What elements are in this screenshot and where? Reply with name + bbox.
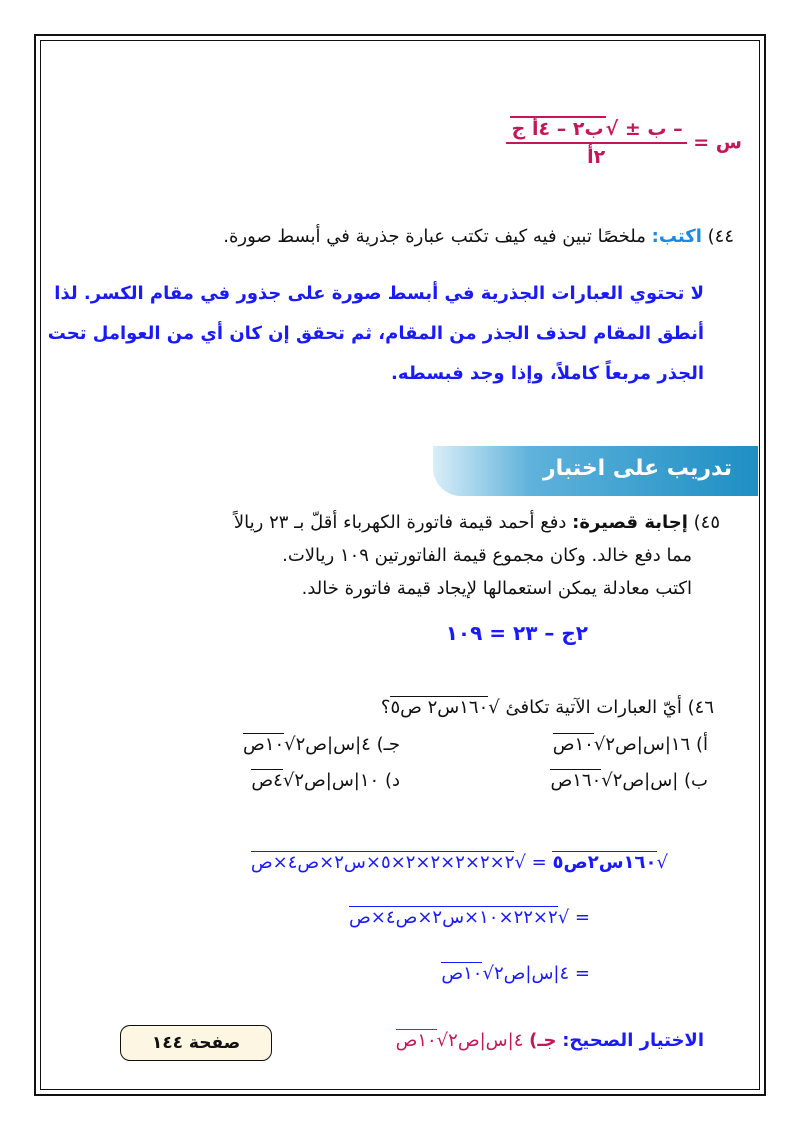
option-d-radicand: ٤ص <box>251 770 283 791</box>
formula-denominator: ٢أ <box>587 146 606 168</box>
option-b-radicand: ١٦٠ص <box>550 770 602 791</box>
formula-fraction <box>506 118 687 168</box>
question-46 <box>381 697 714 718</box>
question-44-text: ملخصًا تبين فيه كيف تكتب عبارة جذرية في أبسط صورة. <box>223 226 646 247</box>
sqrt-icon: √ <box>514 852 526 873</box>
sqrt-icon: √ <box>656 852 668 873</box>
question-44-number: ٤٤) <box>707 226 734 247</box>
page-number-box: صفحة ١٤٤ <box>120 1025 272 1061</box>
question-46-post: ؟ <box>380 697 391 718</box>
formula-numerator <box>506 118 687 144</box>
work-line-2-rhs: ٢×٢٢×١٠×س٢×ص٤×ص <box>349 907 558 928</box>
work-line-1-rhs: ٢×٢×٢×٢×٢×٥×س٢×ص٤×ص <box>250 852 515 873</box>
question-45-line-1 <box>234 512 720 533</box>
option-b[interactable] <box>550 770 708 791</box>
work-line-3-rhs: ١٠ص <box>441 963 483 984</box>
work-line-1 <box>251 852 668 873</box>
option-d-label: د) <box>384 770 400 791</box>
question-45-line-3: اكتب معادلة يمكن استعمالها لإيجاد قيمة فاتورة خالد. <box>301 578 692 599</box>
work-line-3-pre: ٤|س|ص٢ <box>493 963 570 984</box>
sqrt-icon: √ <box>488 697 500 718</box>
work-line-3-eq: = <box>574 963 590 984</box>
answer-44-line-2: أنطق المقام لحذف الجذر من المقام، ثم تحقق إن كان أي من العوامل تحت <box>47 323 704 344</box>
answer-45: ٢ج – ٢٣ = ١٠٩ <box>445 621 588 645</box>
formula-lhs: س = <box>693 131 742 154</box>
question-46-radicand: ١٦٠س٢ ص٥ <box>390 697 489 718</box>
option-a-pre: ١٦|س|ص٢ <box>605 734 691 755</box>
option-a-label: أ) <box>695 734 708 755</box>
sqrt-icon: √ <box>593 734 606 755</box>
sqrt-icon: √ <box>605 118 619 140</box>
option-b-label: ب) <box>684 770 708 791</box>
sqrt-icon: √ <box>436 1030 449 1051</box>
correct-choice-pre: ٤|س|ص٢ <box>448 1030 524 1051</box>
answer-44-line-3: الجذر مربعاً كاملاً، وإذا وجد فبسطه. <box>391 363 704 384</box>
option-d[interactable] <box>251 770 400 791</box>
section-banner <box>433 446 758 496</box>
question-45-number: ٤٥) <box>693 512 720 533</box>
sqrt-icon: √ <box>557 907 570 928</box>
question-46-number: ٤٦) <box>687 697 714 718</box>
option-a[interactable] <box>553 734 708 755</box>
option-c-label: جـ) <box>376 734 400 755</box>
correct-choice-option: جـ) <box>529 1030 557 1051</box>
question-44 <box>223 226 734 247</box>
option-c-pre: ٤|س|ص٢ <box>295 734 371 755</box>
question-45-label: إجابة قصيرة: <box>572 512 688 533</box>
question-45-text-1: دفع أحمد قيمة فاتورة الكهرباء أقلّ بـ ٢٣ ريالاً <box>233 512 567 533</box>
sqrt-icon: √ <box>282 770 295 791</box>
sqrt-icon: √ <box>482 963 494 984</box>
work-line-1-eq: = <box>531 852 547 873</box>
correct-choice <box>396 1030 704 1051</box>
option-d-pre: ١٠|س|ص٢ <box>294 770 380 791</box>
sqrt-icon: √ <box>601 770 613 791</box>
question-44-label: اكتب: <box>651 226 702 247</box>
work-line-2-eq: = <box>574 907 590 928</box>
work-line-1-lhs: ١٦٠س٢ص٥ <box>552 852 657 873</box>
work-line-2 <box>349 907 590 928</box>
answer-44-line-1: لا تحتوي العبارات الجذرية في أبسط صورة على جذور في مقام الكسر. لذا <box>54 283 704 304</box>
correct-choice-radicand: ١٠ص <box>395 1030 437 1051</box>
formula-numerator-pre: – ب ± <box>624 118 683 140</box>
option-a-radicand: ١٠ص <box>552 734 594 755</box>
correct-choice-label: الاختيار الصحيح: <box>562 1030 704 1051</box>
sqrt-icon: √ <box>284 734 296 755</box>
formula-radicand: ب٢ – ٤أ ج <box>511 118 604 140</box>
question-46-text: أيّ العبارات الآتية تكافئ <box>505 697 682 718</box>
option-c-radicand: ١٠ص <box>243 734 285 755</box>
option-c[interactable] <box>243 734 400 755</box>
option-b-pre: |س|ص٢ <box>612 770 679 791</box>
quadratic-formula <box>506 118 742 168</box>
question-45-line-2: مما دفع خالد. وكان مجموع قيمة الفاتورتين ١٠٩ ريالات. <box>282 545 692 566</box>
work-line-3 <box>441 963 590 984</box>
section-title: تدريب على اختبار <box>542 456 732 481</box>
